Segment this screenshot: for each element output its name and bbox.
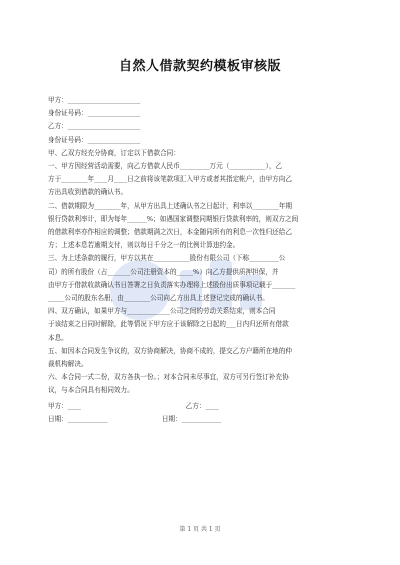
party-a-id-line: 身份证号码：________________ <box>48 109 141 118</box>
document-title: 自然人借款契约模板审核版 <box>118 59 281 74</box>
clause-line: 议，与本合同具有相同效力。 <box>48 386 134 395</box>
clause-line: 司）的所有股份（占_______公司注册资本的_____%）向乙方提供质押担保，并 <box>48 267 279 276</box>
clause-line: 三、为上述条款的履行，甲方以其在___________股份有限公司（下称_________公 <box>48 254 286 263</box>
clause-line: _____公司的股东名册，由________公司向乙方出具上述登记完成的确认书。 <box>48 294 269 303</box>
clause-line: 于该结束之日同时解除，此等情况下甲方应于该解除之日起的___日内归还所有借款 <box>48 320 289 329</box>
clause-line: 的借款利率亦作相应的调整；借款期满之次日，本金随同所有的利息一次性归还给乙 <box>48 228 292 237</box>
clause-line: 六、本合同一式二份，双方各执一份。；对本合同未尽事宜，双方可另行签订补充协 <box>48 373 289 382</box>
clause-line: 裁机构解决。 <box>48 360 88 369</box>
page-footer: 第 1 页 共 1 页 <box>179 526 221 533</box>
party-b-id-line: 身份证号码：________________ <box>48 135 141 144</box>
clause-line: 方出具收到借款的确认书。 <box>48 188 128 197</box>
intro-line: 甲、乙双方经充分协商，订定以下借款合同： <box>48 148 180 157</box>
signature-line: 甲方：____ 乙方：____ <box>48 401 219 410</box>
clause-line: 二、借款期限为________年，从甲方出具上述确认书之日起计，利率以________年期 <box>48 201 292 210</box>
clause-line: 四、双方确认，如果甲方与_____________公司之间的劳动关系结束，则本合同 <box>48 307 276 316</box>
clause-line: 银行贷款利率计，即为每年______%；如遇国家调整同期银行贷款利率的，则双方之间 <box>48 214 299 223</box>
clause-line: 由甲方于借款收款确认书日答署之日负责落实办理将上述股份出质事项记载于_______ <box>48 280 296 289</box>
clause-line: 五、如因本合同发生争议的，双方协商解决，协商不成的，提交乙方户籍所在地的仲 <box>48 346 292 355</box>
party-a-line: 甲方：______________________ <box>48 96 141 104</box>
clause-line: 方于________年____月____日之前将该笔款项汇入甲方或者其指定帐户，由甲方向乙 <box>48 175 292 184</box>
date-line: 日期：____________ 日期：____________ <box>48 414 222 423</box>
clause-line: 方；上述本息若逾期支付，则以每日千分之一的比例计算违约金。 <box>48 241 240 250</box>
document-body <box>48 94 358 426</box>
clause-line: 一、甲方因经营活动需要，向乙方借款人民币_________万元（___________），乙 <box>48 162 283 171</box>
clause-line: 本息。 <box>48 333 68 342</box>
party-b-line: 乙方：______________________ <box>48 122 141 131</box>
